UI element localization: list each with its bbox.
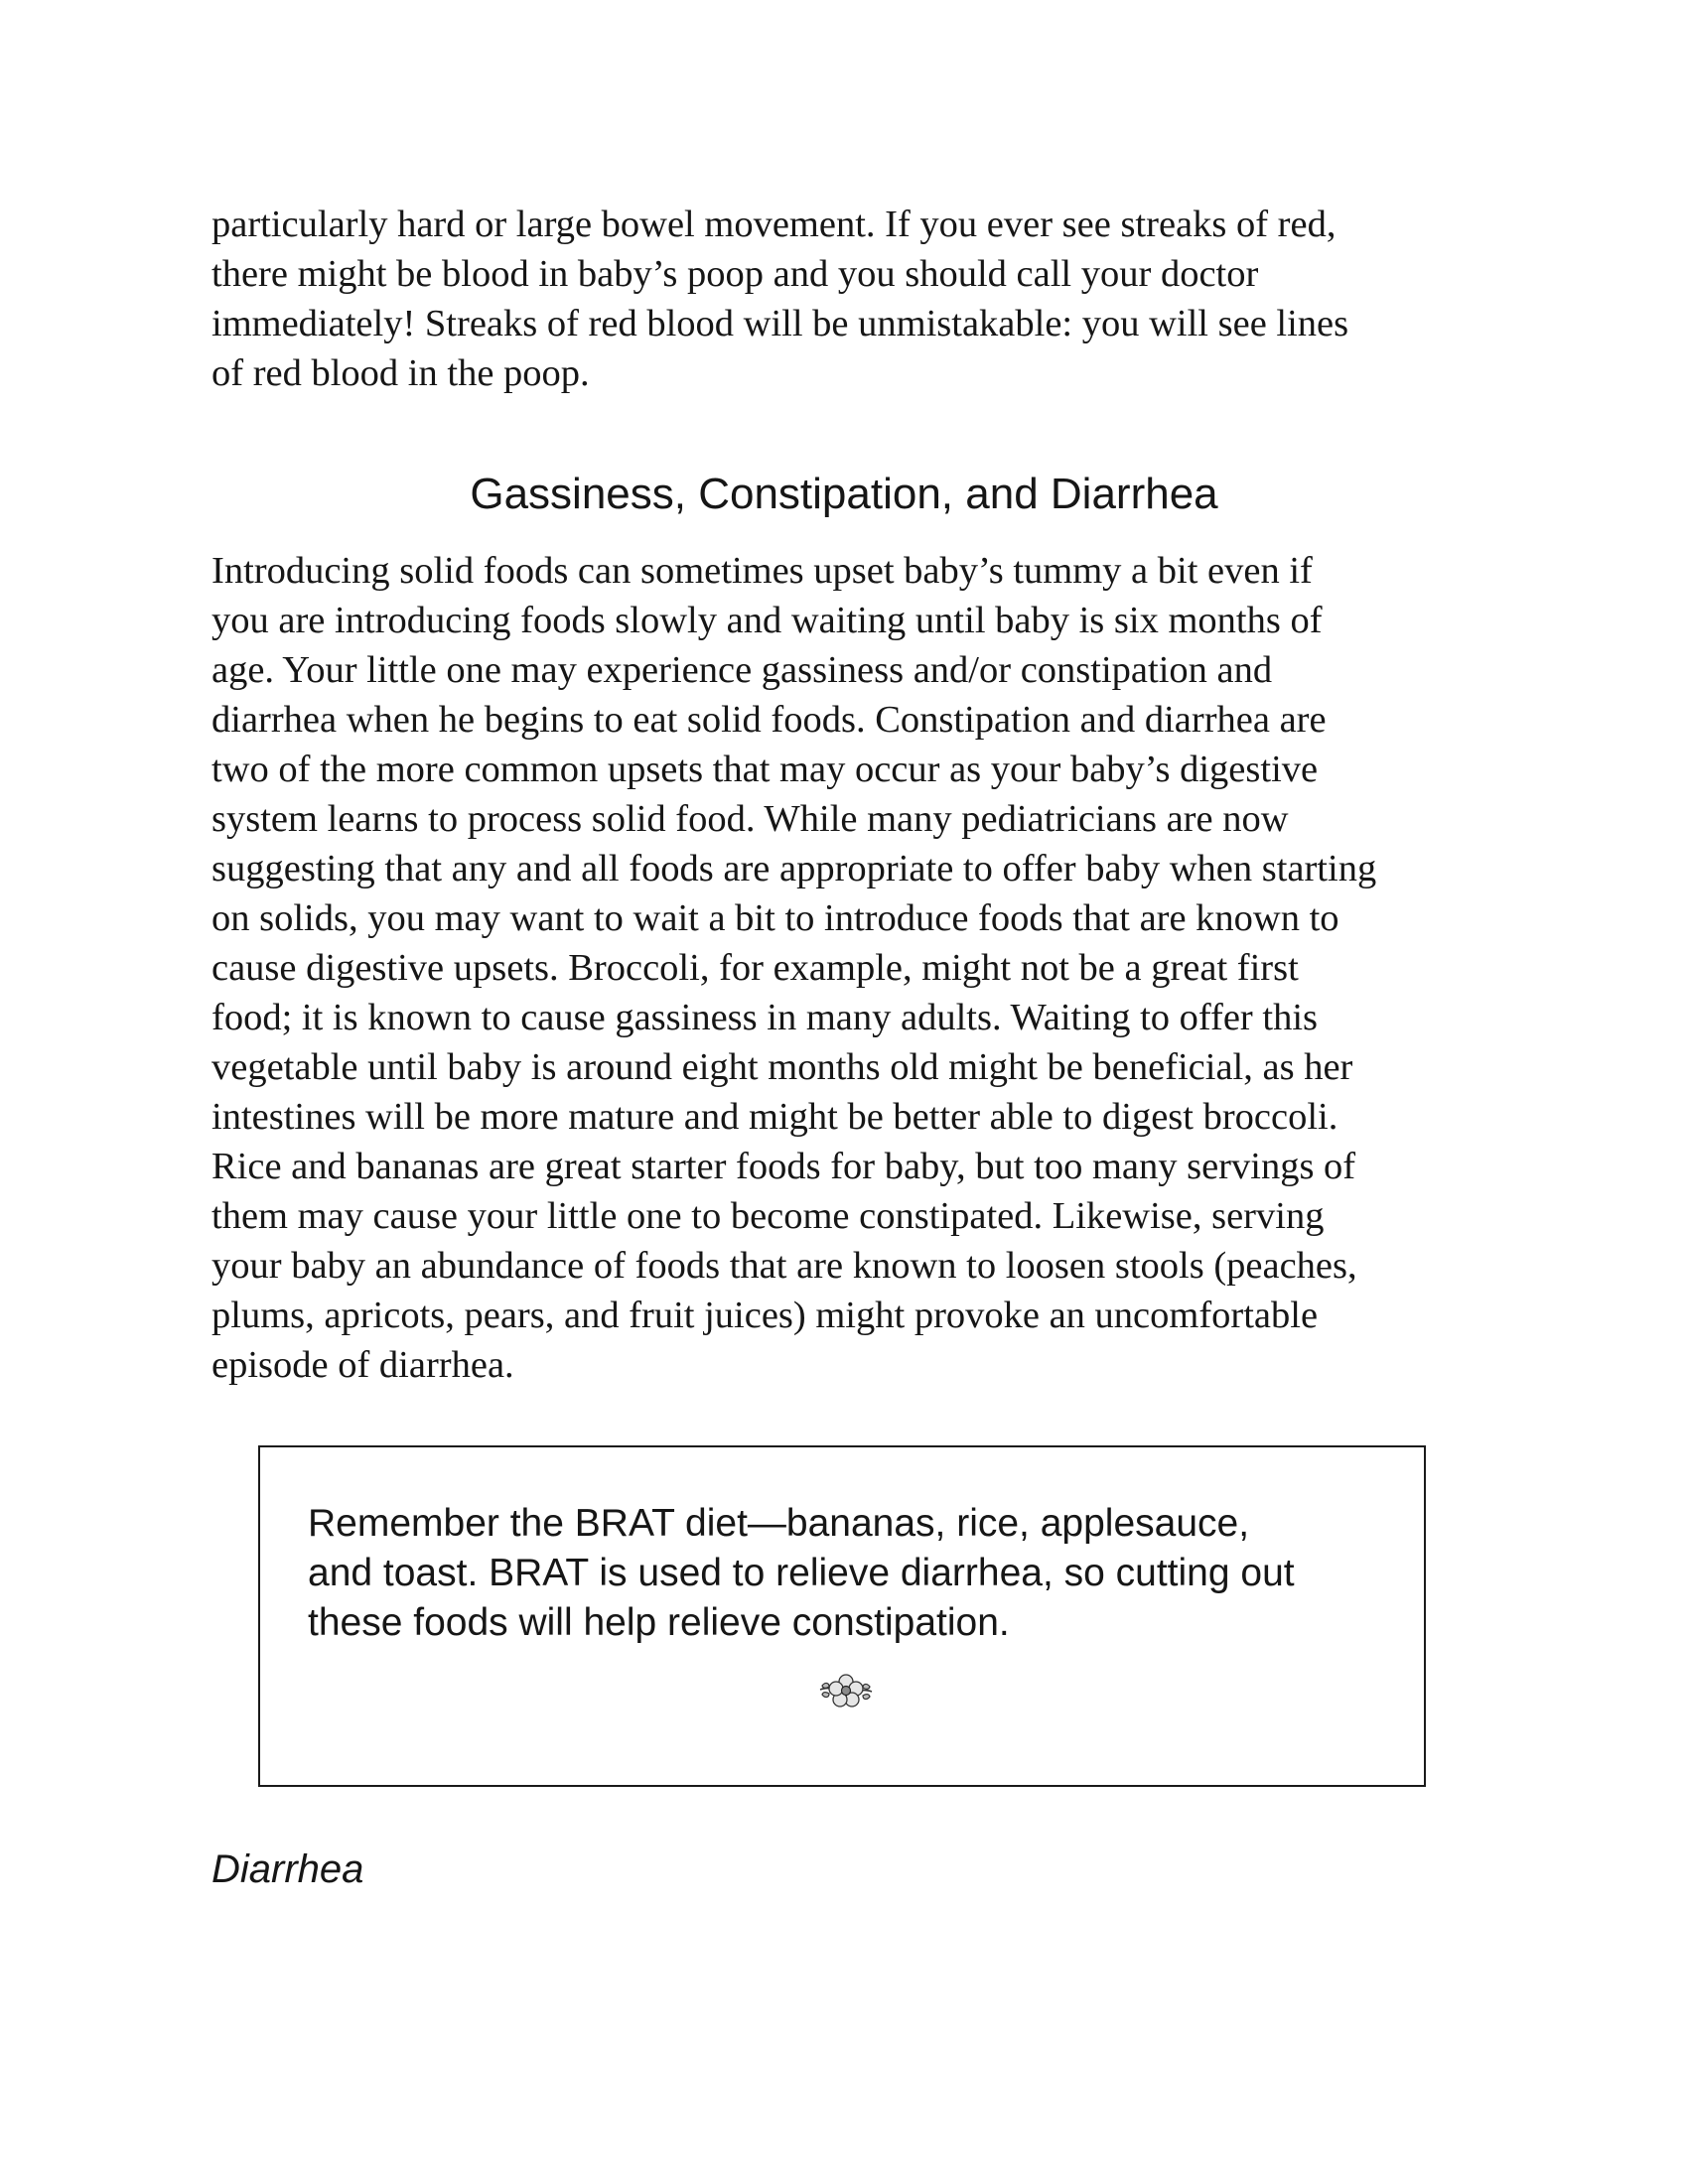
paragraph-line: plums, apricots, pears, and fruit juices) might provoke an uncomfortable [211,1295,1319,1336]
subsection-heading: Diarrhea [211,1847,364,1891]
paragraph-line: on solids, you may want to wait a bit to introduce foods that are known to [211,897,1339,939]
paragraph-line: cause digestive upsets. Broccoli, for example, might not be a great first [211,947,1299,989]
tip-line: and toast. BRAT is used to relieve diarrhea, so cutting out [308,1552,1295,1594]
paragraph-line: suggesting that any and all foods are appropriate to offer baby when starting [211,848,1377,889]
paragraph-line: them may cause your little one to become constipated. Likewise, serving [211,1195,1325,1237]
paragraph-line: particularly hard or large bowel movement. If you ever see streaks of red, [211,204,1336,245]
paragraph-line: there might be blood in baby’s poop and you should call your doctor [211,253,1259,295]
paragraph-line: intestines will be more mature and might be better able to digest broccoli. [211,1096,1338,1138]
paragraph-line: immediately! Streaks of red blood will be unmistakable: you will see lines [211,303,1349,344]
paragraph-line: your baby an abundance of foods that are known to loosen stools (peaches, [211,1245,1357,1287]
paragraph-line: food; it is known to cause gassiness in many adults. Waiting to offer this [211,997,1318,1038]
paragraph-line: episode of diarrhea. [211,1344,514,1386]
paragraph-line: age. Your little one may experience gassiness and/or constipation and [211,649,1273,691]
tip-text [308,1499,1295,1648]
tip-line: Remember the BRAT diet—bananas, rice, applesauce, [308,1502,1250,1545]
paragraph-line: vegetable until baby is around eight months old might be beneficial, as her [211,1046,1353,1088]
intro-paragraph [211,200,1492,398]
paragraph-line: you are introducing foods slowly and waiting until baby is six months of [211,600,1323,641]
paragraph-line: diarrhea when he begins to eat solid foods. Constipation and diarrhea are [211,699,1327,741]
paragraph-line: Introducing solid foods can sometimes upset baby’s tummy a bit even if [211,550,1313,592]
tip-line: these foods will help relieve constipation. [308,1601,1010,1644]
section-heading: Gassiness, Constipation, and Diarrhea [470,470,1218,518]
tip-box [258,1445,1426,1787]
paragraph-line: two of the more common upsets that may occur as your baby’s digestive [211,749,1319,790]
body-paragraph [211,546,1492,1390]
paragraph-line: system learns to process solid food. While many pediatricians are now [211,798,1289,840]
flower-ornament-icon [816,1668,876,1715]
paragraph-line: Rice and bananas are great starter foods for baby, but too many servings of [211,1146,1356,1187]
paragraph-line: of red blood in the poop. [211,352,590,394]
